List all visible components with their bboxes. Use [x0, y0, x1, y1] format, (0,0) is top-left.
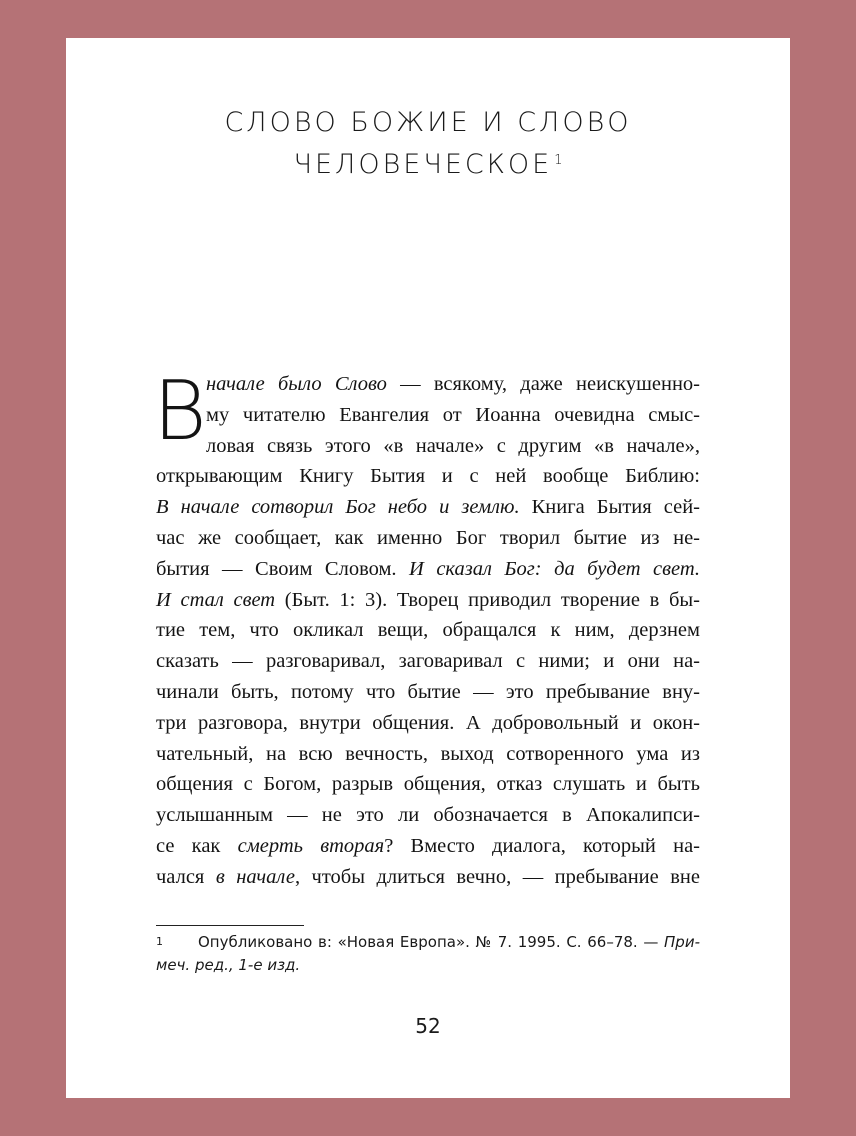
text-segment: сказать — разговаривал, заговаривал с ними; и они на- [156, 650, 700, 673]
text-segment: час же сообщает, как именно Бог творил бытие из не- [156, 526, 700, 549]
footnote-text: Опубликовано в: «Новая Европа». № 7. 1995. С. 66–78. — [198, 933, 665, 951]
italic-quote: в начале [215, 865, 295, 888]
drop-cap: В [153, 364, 207, 459]
text-segment: ? Вместо диалога, который на- [384, 834, 700, 857]
book-page [66, 38, 790, 1098]
text-line [156, 400, 700, 431]
text-line [156, 862, 700, 893]
text-line [156, 615, 700, 646]
chapter-title [66, 102, 790, 186]
italic-quote: И сказал Бог: да будет свет. [409, 557, 700, 580]
text-line [156, 554, 700, 585]
text-line [156, 800, 700, 831]
text-segment: се как [156, 834, 238, 857]
text-segment: ловая связь этого «в начале» с другим «в начале», [206, 434, 700, 457]
text-segment: (Быт. 1: 3). Творец приводил творение в бы- [275, 588, 701, 611]
footnote-line-1 [156, 931, 700, 954]
text-line [156, 646, 700, 677]
text-segment: открывающим Книгу Бытия и с ней вообще Библию: [156, 465, 700, 488]
italic-quote: смерть вторая [237, 834, 385, 857]
text-segment: му читателю Евангелия от Иоанна очевидна смыс- [206, 403, 700, 426]
footnote-divider [156, 925, 304, 926]
chapter-title-line-2 [66, 144, 790, 186]
text-line [156, 492, 700, 523]
text-line [156, 585, 700, 616]
title-footnote-ref[interactable]: 1 [554, 153, 563, 168]
italic-quote: начале было Слово [206, 373, 387, 395]
page-number: 52 [415, 1014, 441, 1038]
text-segment: бытия — Своим Словом. [156, 557, 410, 580]
text-segment: тие тем, что окликал вещи, обращался к ним, дерзнем [156, 619, 700, 642]
text-segment: три разговора, внутри общения. А добровольный и окон- [156, 711, 700, 734]
footnote-number: 1 [156, 935, 163, 948]
chapter-title-line-2-text: ЧЕЛОВЕЧЕСКОЕ [293, 149, 553, 180]
text-line [156, 739, 700, 770]
footnote-line-2 [156, 954, 700, 977]
body-text [153, 364, 701, 893]
text-segment: чинали быть, потому что бытие — это пребывание вну- [156, 680, 700, 703]
footnote [156, 931, 700, 977]
text-line [156, 461, 700, 492]
text-segment: чался [156, 865, 216, 888]
text-line [156, 431, 700, 462]
footnote-italic-1: При- [664, 933, 700, 951]
italic-quote: И стал свет [156, 588, 276, 611]
text-line [156, 523, 700, 554]
text-segment: Книга Бытия сей- [519, 496, 700, 519]
paragraph [156, 369, 700, 893]
text-line [156, 769, 700, 800]
text-segment: чательный, на всю вечность, выход сотворенного ума из [156, 742, 700, 765]
text-line [156, 708, 700, 739]
text-line [156, 831, 700, 862]
text-line [156, 677, 700, 708]
text-segment: услышанным — не это ли обозначается в Апокалипси- [156, 804, 700, 827]
chapter-title-line-1: СЛОВО БОЖИЕ И СЛОВО [224, 107, 632, 138]
text-segment: общения с Богом, разрыв общения, отказ слушать и быть [156, 773, 700, 796]
text-line [156, 369, 700, 400]
italic-quote: В начале сотворил Бог небо и землю. [156, 496, 520, 519]
footnote-italic-2: меч. ред., 1-е изд. [156, 956, 301, 974]
text-segment: , чтобы длиться вечно, — пребывание вне [294, 865, 700, 888]
text-segment: — всякому, даже неискушенно- [386, 373, 700, 395]
